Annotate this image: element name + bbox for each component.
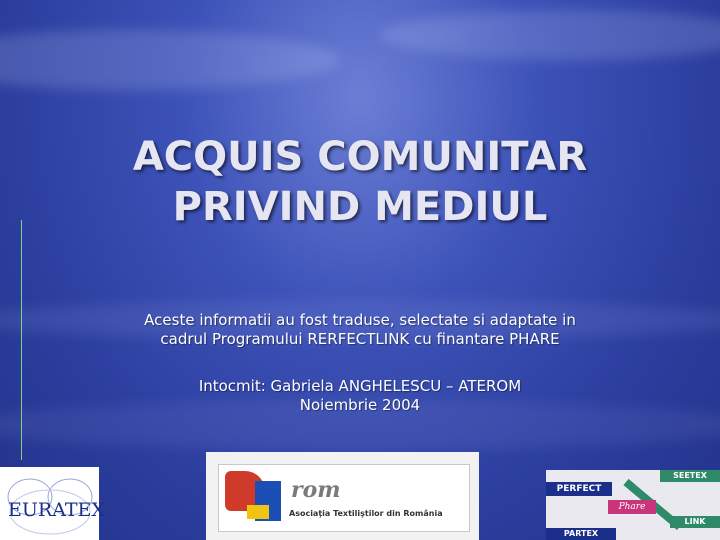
cloud-streak xyxy=(380,10,720,60)
aterom-wordmark: rom xyxy=(291,477,341,503)
aterom-caption: Asociaţia Textiliştilor din România xyxy=(289,509,443,518)
description-line: cadrul Programului RERFECTLINK cu finantare PHARE xyxy=(160,330,560,348)
link-label: LINK xyxy=(670,516,720,528)
date-line: Noiembrie 2004 xyxy=(299,396,421,414)
partex-label: PARTEX xyxy=(546,528,616,540)
euratex-wordmark: EURATEX xyxy=(8,499,105,521)
euratex-logo xyxy=(0,467,105,540)
accent-line xyxy=(21,220,22,460)
title-line: PRIVIND MEDIUL xyxy=(172,184,548,230)
aterom-logo-frame xyxy=(218,464,470,532)
slide-title xyxy=(60,132,660,232)
aterom-logo xyxy=(206,452,479,540)
author-block xyxy=(90,377,630,415)
aterom-yellow-mark-icon xyxy=(247,505,269,519)
author-line: Intocmit: Gabriela ANGHELESCU – ATEROM xyxy=(198,377,522,395)
description-text xyxy=(90,311,630,349)
cloud-streak xyxy=(0,30,340,90)
title-line: ACQUIS COMUNITAR xyxy=(132,134,588,180)
description-line: Aceste informatii au fost traduse, selectate si adaptate in xyxy=(144,311,576,329)
perfect-label: PERFECT xyxy=(546,482,612,496)
perfectlink-partners-logo xyxy=(546,470,720,540)
phare-label: Phare xyxy=(608,500,656,514)
seetex-label: SEETEX xyxy=(660,470,720,482)
